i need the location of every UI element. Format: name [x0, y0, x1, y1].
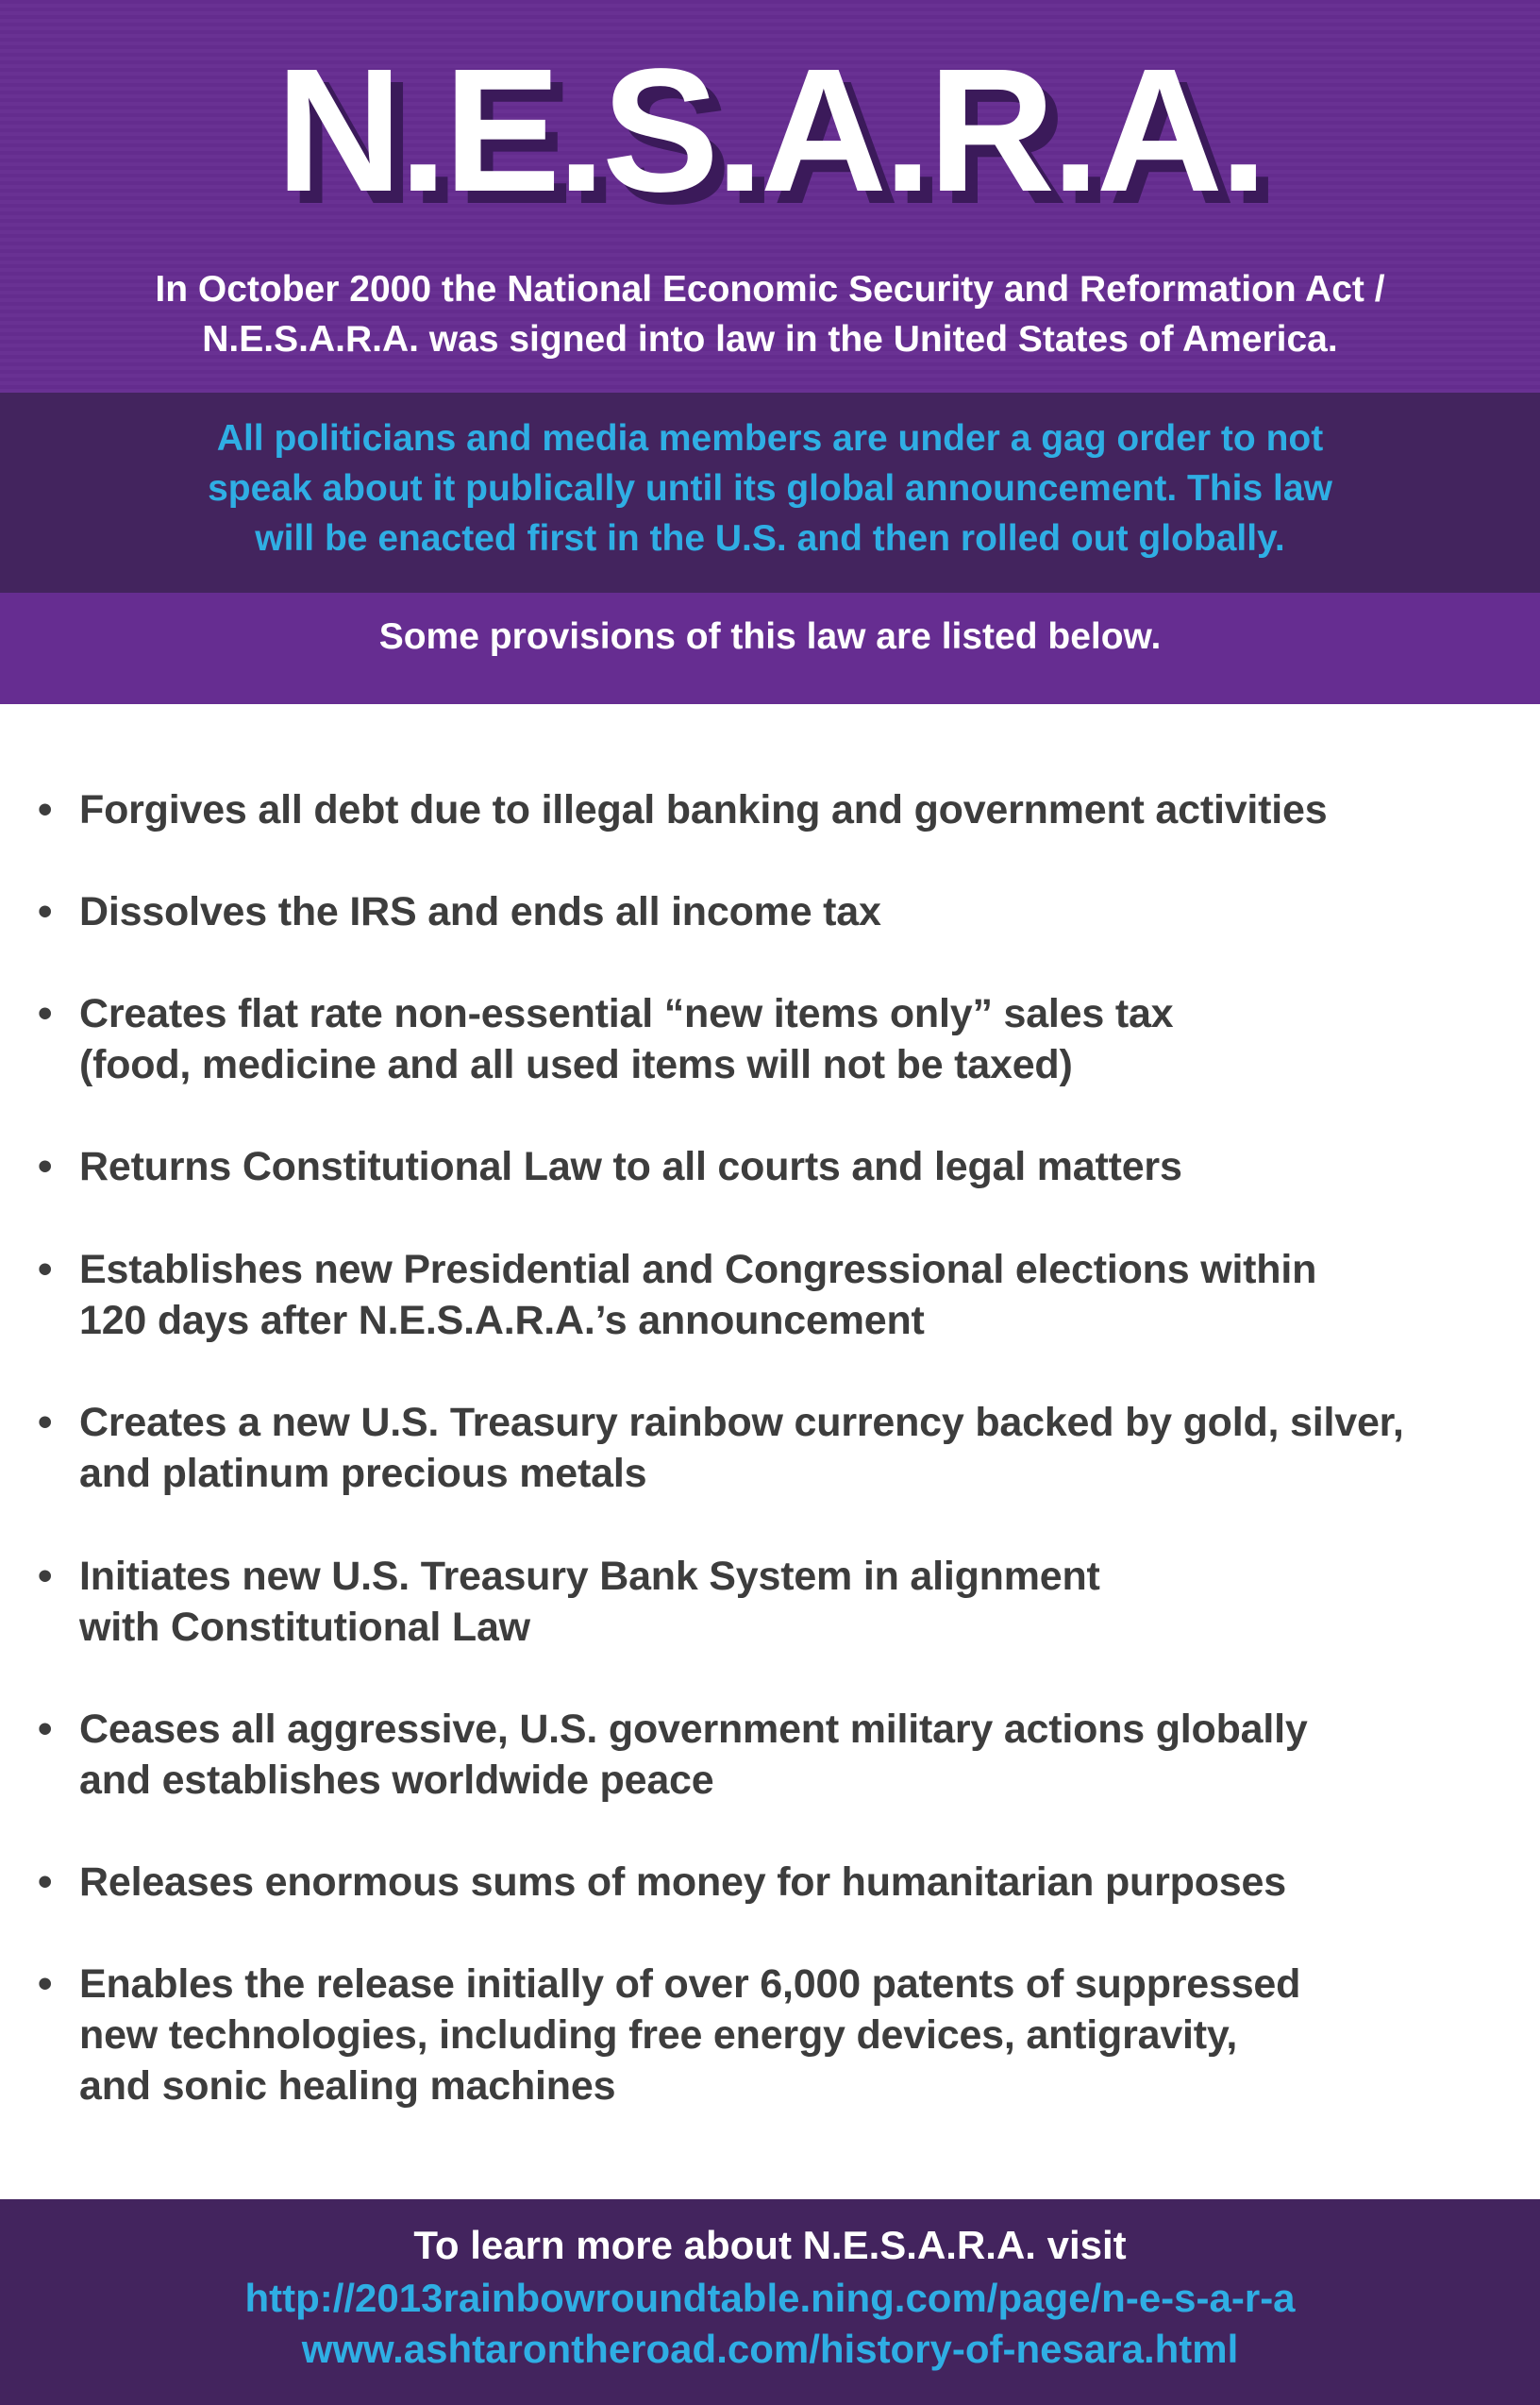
- provision-text: Establishes new Presidential and Congressional elections within 120 days after N.E.S.A.R.A.’s announcement: [79, 1247, 1317, 1343]
- bullet-icon: •: [38, 990, 53, 1036]
- provision-text: Creates flat rate non-essential “new items only” sales tax (food, medicine and all used items will not be taxed): [79, 991, 1174, 1087]
- bullet-icon: •: [38, 1706, 53, 1752]
- provision-text: Enables the release initially of over 6,000 patents of suppressed new technologies, including free energy devices, antigravity, and sonic healing machines: [79, 1961, 1301, 2109]
- provision-text: Returns Constitutional Law to all courts and legal matters: [79, 1144, 1182, 1189]
- provision-text: Releases enormous sums of money for humanitarian purposes: [79, 1859, 1286, 1905]
- provision-text: Forgives all debt due to illegal banking and government activities: [79, 787, 1328, 832]
- gag-notice-text: [94, 413, 1446, 563]
- provisions-intro: Some provisions of this law are listed below.: [378, 616, 1162, 657]
- provision-text: Dissolves the IRS and ends all income tax: [79, 889, 881, 934]
- gag-notice-line-1: All politicians and media members are under a gag order to not: [216, 418, 1324, 459]
- provision-text: Creates a new U.S. Treasury rainbow currency backed by gold, silver, and platinum precious metals: [79, 1400, 1404, 1496]
- intro-line-1: In October 2000 the National Economic Security and Reformation Act /: [155, 269, 1385, 310]
- bullet-icon: •: [38, 1399, 53, 1445]
- bullet-icon: •: [38, 888, 53, 934]
- bullet-icon: •: [38, 786, 53, 832]
- bullet-icon: •: [38, 1143, 53, 1189]
- footer-cta: To learn more about N.E.S.A.R.A. visit: [413, 2223, 1127, 2267]
- gag-notice-line-2: speak about it publically until its global announcement. This law: [208, 468, 1332, 509]
- footer-link-ashtar[interactable]: www.ashtarontheroad.com/history-of-nesara.html: [301, 2327, 1239, 2371]
- footer-link-rainbow-roundtable[interactable]: http://2013rainbowroundtable.ning.com/page/n-e-s-a-r-a: [244, 2276, 1296, 2320]
- bullet-icon: •: [38, 1246, 53, 1292]
- bullet-icon: •: [38, 1858, 53, 1905]
- bullet-icon: •: [38, 1553, 53, 1599]
- intro-text: [57, 264, 1483, 364]
- gag-notice-line-3: will be enacted first in the U.S. and then rolled out globally.: [255, 518, 1285, 559]
- bullet-icon: •: [38, 1960, 53, 2007]
- page-title: N.E.S.A.R.A.: [276, 33, 1264, 228]
- provision-text: Ceases all aggressive, U.S. government military actions globally and establishes worldwide peace: [79, 1707, 1308, 1803]
- provision-text: Initiates new U.S. Treasury Bank System in alignment with Constitutional Law: [79, 1554, 1100, 1650]
- intro-line-2: N.E.S.A.R.A. was signed into law in the United States of America.: [202, 319, 1338, 360]
